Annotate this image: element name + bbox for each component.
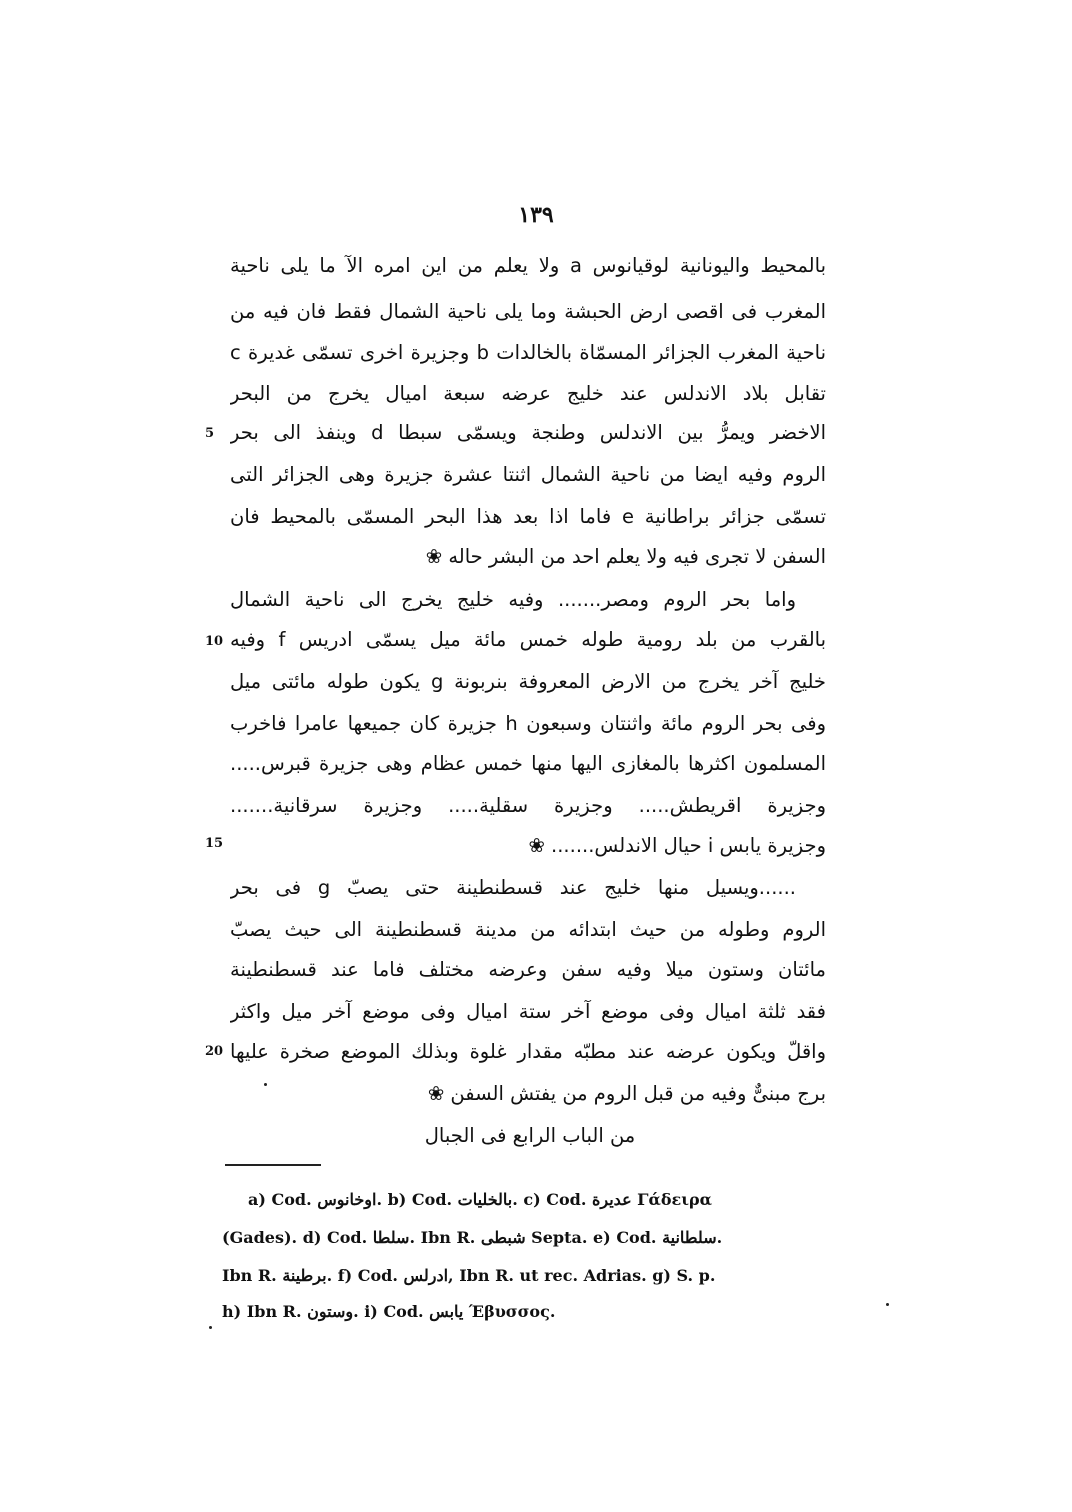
text-line: السفن لا تجرى فيه ولا يعلم احد من البشر حاله ❀ xyxy=(425,545,826,568)
speck-mark xyxy=(886,1303,889,1306)
line-number: 20 xyxy=(205,1044,224,1059)
footnote-rule xyxy=(225,1164,321,1166)
text-line: ناحية المغرب الجزائر المسمّاة بالخالدات b وجزيرة اخرى تسمّى غديرة c xyxy=(230,341,826,364)
text-line: وجزيرة يابس i حيال الاندلس....... ❀ xyxy=(528,834,826,857)
line-number: 5 xyxy=(205,426,215,441)
footnote-line: Ibn R. برطينة. f) Cod. ادرلس, Ibn R. ut rec. Adrias. g) S. p. xyxy=(222,1266,716,1285)
text-line: المسلمون اكثرها بالمغازى اليها منها خمس عظام وهى جزيرة قبرس..... xyxy=(230,752,826,775)
text-line: المغرب فى اقصى ارض الحبشة وما يلى ناحية الشمال فقط فان فيه من xyxy=(230,300,826,323)
text-line: برج مبنىٌّ وفيه من قبل الروم من يفتش السفن ❀ xyxy=(427,1082,826,1105)
line-number: 15 xyxy=(205,836,224,851)
text-line: وجزيرة اقريطش..... وجزيرة سقلية..... وجزيرة سرقانية....... xyxy=(230,794,826,817)
text-line: تقابل بلاد الاندلس عند خليج عرضه سبعة اميال يخرج من البحر xyxy=(230,382,826,405)
text-line: مائتان وستون ميلا وفيه سفن وعرضه مختلف فاما عند قسطنطينة xyxy=(230,958,826,981)
text-line: الاخضر ويمرُّ بين الاندلس وطنجة ويسمّى سبطا d وينفذ الى بحر xyxy=(230,421,826,444)
section-heading: من الباب الرابع فى الجبال xyxy=(424,1124,636,1147)
speck-mark xyxy=(264,1083,267,1086)
text-line: خليج آخر يخرج من الارض المعروفة بنربونة g يكون طوله مائتى ميل xyxy=(230,670,826,693)
text-line: الروم وطوله من حيث ابتدائه من مدينة قسطنطينة الى حيث يصبّ xyxy=(230,918,826,941)
line-number: 10 xyxy=(205,634,224,649)
footnote-line: (Gades). d) Cod. سلطا. Ibn R. شبطى Septa. e) Cod. سلطانية. xyxy=(222,1228,723,1247)
text-line: بالقرب من بلد رومية طوله خمس مائة ميل يسمّى ادريس f وفيه xyxy=(230,628,826,651)
text-line: واما بحر الروم ومصر....... وفيه خليج يخرج الى ناحية الشمال xyxy=(230,588,796,611)
text-line: واقلّ ويكون عرضه عند مطبّه مقدار غلوة وبذلك الموضع صخرة عليها xyxy=(230,1040,826,1063)
page-number: ۱۳۹ xyxy=(518,202,554,228)
text-line: فقد ثلثة اميال وفى موضع آخر ستة اميال وفى موضع آخر ميل واكثر xyxy=(230,1000,826,1023)
text-line: تسمّى جزائر براطانية e فاما اذا بعد هذا البحر المسمّى بالمحيط فان xyxy=(230,505,826,528)
speck-mark xyxy=(209,1326,212,1329)
text-line: وفى بحر الروم مائة واثنتان وسبعون h جزيرة كان جميعها عامرا فاخرب xyxy=(230,712,826,735)
text-line: الروم وفيه ايضا من ناحية الشمال اثنتا عشرة جزيرة وهى الجزائر التى xyxy=(230,463,826,486)
text-line: بالمحيط واليونانية لوقيانوس a ولا يعلم من اين امره الآ ما يلى ناحية xyxy=(230,254,826,277)
footnote-line: h) Ibn R. وستون. i) Cod. يابس Έβυσσος. xyxy=(222,1302,556,1321)
footnote-line: a) Cod. اوخانوس. b) Cod. بالخليات. c) Cod. عديرة Γάδειρα xyxy=(248,1190,712,1209)
text-line: ......ويسيل منها خليج عند قسطنطينة حتى يصبّ g فى بحر xyxy=(230,876,796,899)
